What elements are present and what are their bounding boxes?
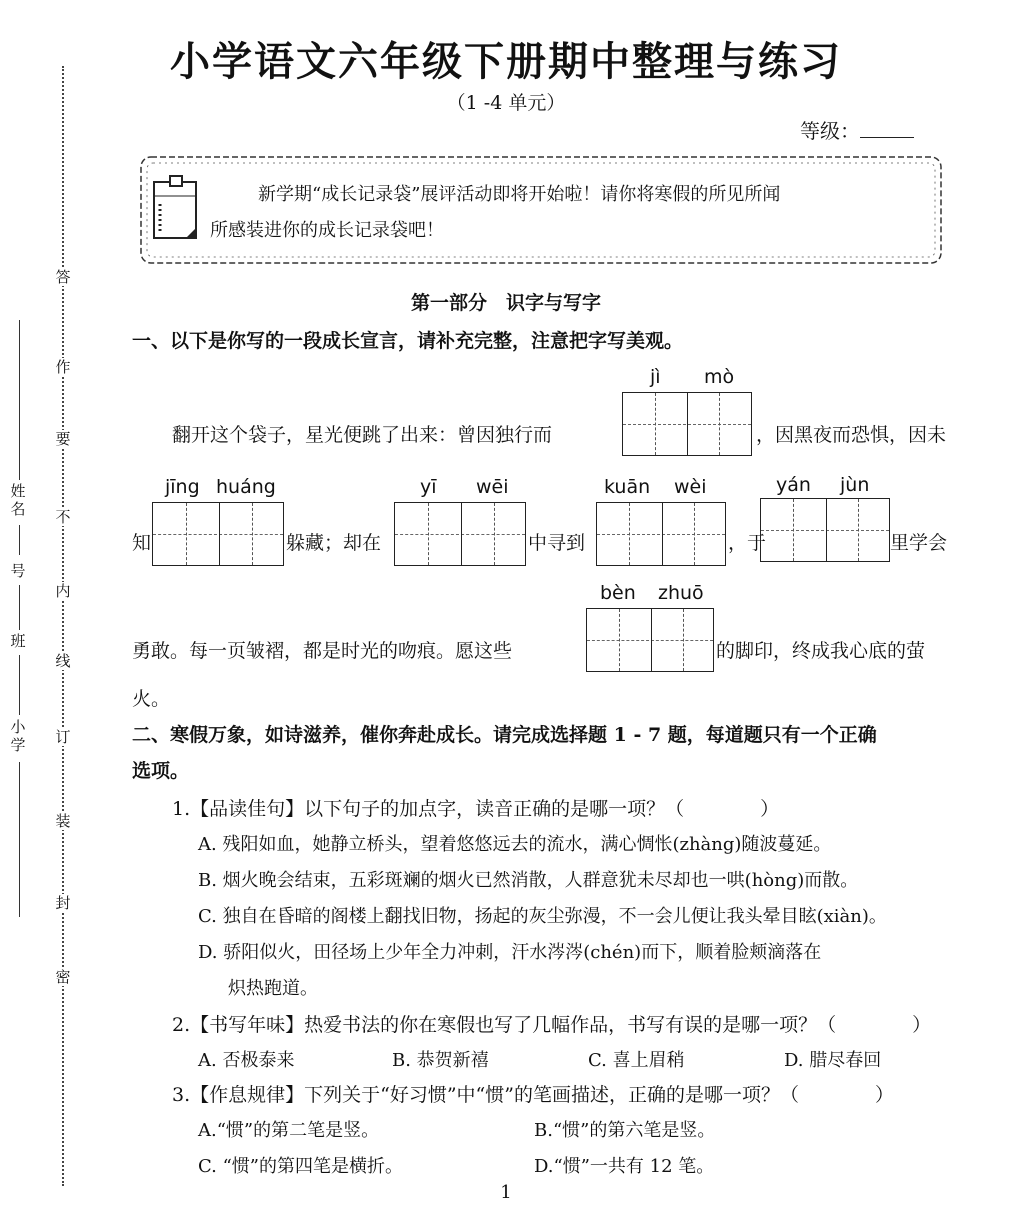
binding-label-number: 号 bbox=[10, 562, 26, 580]
pinyin: wèi bbox=[674, 476, 707, 498]
page-number: 1 bbox=[500, 1182, 512, 1203]
question-2-title: 二、寒假万象，如诗滋养，催你奔赴成长。请完成选择题 1 - 7 题，每道题只有一个正确 bbox=[132, 724, 877, 746]
writing-grid[interactable] bbox=[622, 392, 752, 456]
writing-grid[interactable] bbox=[596, 502, 726, 566]
choice-2-option-c[interactable]: C. 喜上眉稍 bbox=[588, 1050, 685, 1071]
choice-1-option-d[interactable]: D. 骄阳似火，田径场上少年全力冲刺，汗水涔涔(chén)而下，顺着脸颊滴落在 bbox=[198, 942, 822, 963]
binding-char: 封 bbox=[55, 894, 71, 912]
question-1-title: 一、以下是你写的一段成长宣言，请补充完整，注意把字写美观。 bbox=[132, 330, 684, 352]
binding-label-name: 姓名 bbox=[10, 482, 26, 518]
choice-3-option-a[interactable]: A.“惯”的第二笔是竖。 bbox=[198, 1120, 380, 1141]
binding-underline bbox=[19, 762, 20, 917]
pinyin: kuān bbox=[604, 476, 651, 498]
notice-line-2: 所感装进你的成长记录袋吧！ bbox=[210, 220, 444, 241]
pinyin: jùn bbox=[840, 474, 870, 496]
choice-1-stem: 1.【品读佳句】以下句子的加点字，读音正确的是哪一项？（ ） bbox=[172, 798, 780, 820]
binding-char: 作 bbox=[55, 358, 71, 376]
binding-underline bbox=[19, 655, 20, 715]
pinyin: mò bbox=[704, 366, 735, 388]
text-segment: 翻开这个袋子，星光便跳了出来：曾因独行而 bbox=[172, 424, 553, 446]
choice-2-stem: 2.【书写年味】热爱书法的你在寒假也写了几幅作品，书写有误的是哪一项？（ ） bbox=[172, 1014, 932, 1036]
binding-char: 密 bbox=[55, 968, 71, 986]
binding-underline bbox=[19, 525, 20, 555]
page-title: 小学语文六年级下册期中整理与练习 bbox=[170, 39, 842, 85]
choice-3-option-b[interactable]: B.“惯”的第六笔是竖。 bbox=[534, 1120, 716, 1141]
text-segment: ，于 bbox=[728, 532, 767, 554]
text-segment: 中寻到 bbox=[528, 532, 586, 554]
pinyin: jì bbox=[650, 366, 661, 388]
choice-3-stem: 3.【作息规律】下列关于“好习惯”中“惯”的笔画描述，正确的是哪一项？（ ） bbox=[172, 1084, 894, 1106]
text-segment: 勇敢。每一页皱褶，都是时光的吻痕。愿这些 bbox=[132, 640, 513, 662]
binding-dotted-line bbox=[62, 66, 64, 1186]
section-heading: 第一部分 识字与写字 bbox=[410, 292, 601, 314]
choice-3-option-c[interactable]: C. “惯”的第四笔是横折。 bbox=[198, 1156, 403, 1177]
notice-box bbox=[138, 152, 944, 268]
writing-grid[interactable] bbox=[152, 502, 284, 566]
text-segment: 的脚印，终成我心底的萤 bbox=[716, 640, 926, 662]
question-2-title-cont: 选项。 bbox=[132, 760, 190, 782]
binding-char: 内 bbox=[55, 582, 71, 600]
text-segment: ，因黑夜而恐惧，因未 bbox=[756, 424, 947, 446]
text-segment: 里学会 bbox=[890, 532, 948, 554]
binding-char: 要 bbox=[55, 430, 71, 448]
writing-grid[interactable] bbox=[394, 502, 526, 566]
choice-2-option-b[interactable]: B. 恭贺新禧 bbox=[392, 1050, 489, 1071]
grade-field[interactable] bbox=[800, 115, 914, 144]
page-subtitle: （1 -4 单元） bbox=[446, 92, 566, 114]
choice-1-option-b[interactable]: B. 烟火晚会结束，五彩斑斓的烟火已然消散，人群意犹未尽却也一哄(hòng)而散。 bbox=[198, 870, 859, 891]
notepad-icon bbox=[148, 174, 204, 244]
binding-char: 答 bbox=[55, 268, 71, 286]
choice-1-option-a[interactable]: A. 残阳如血，她静立桥头，望着悠悠远去的流水，满心惆怅(zhàng)随波蔓延。 bbox=[198, 834, 832, 855]
binding-underline bbox=[19, 320, 20, 480]
pinyin: yán bbox=[776, 474, 811, 496]
choice-2-option-d[interactable]: D. 腊尽春回 bbox=[784, 1050, 882, 1071]
choice-2-option-a[interactable]: A. 否极泰来 bbox=[198, 1050, 295, 1071]
pinyin: zhuō bbox=[658, 582, 704, 604]
binding-char: 订 bbox=[55, 728, 71, 746]
binding-label-school: 小学 bbox=[10, 718, 26, 754]
grade-blank[interactable] bbox=[860, 121, 914, 138]
text-segment: 躲藏；却在 bbox=[286, 532, 382, 554]
binding-char: 线 bbox=[55, 652, 71, 670]
binding-char: 不 bbox=[55, 508, 71, 526]
notice-line-1: 新学期“成长记录袋”展评活动即将开始啦！请你将寒假的所见所闻 bbox=[258, 184, 781, 205]
pinyin: yī bbox=[420, 476, 437, 498]
choice-1-option-c[interactable]: C. 独自在昏暗的阁楼上翻找旧物，扬起的灰尘弥漫，不一会儿便让我头晕目眩(xiàn)。 bbox=[198, 906, 887, 927]
writing-grid[interactable] bbox=[586, 608, 714, 672]
choice-3-option-d[interactable]: D.“惯”一共有 12 笔。 bbox=[534, 1156, 715, 1177]
pinyin: wēi bbox=[476, 476, 509, 498]
choice-1-option-d-cont: 炽热跑道。 bbox=[228, 978, 318, 999]
writing-grid[interactable] bbox=[760, 498, 890, 562]
pinyin: jīng bbox=[165, 476, 200, 498]
pinyin: bèn bbox=[600, 582, 636, 604]
binding-label-class: 班 bbox=[10, 632, 26, 650]
binding-underline bbox=[19, 585, 20, 630]
text-segment: 火。 bbox=[132, 688, 171, 710]
text-segment: 知 bbox=[132, 532, 152, 554]
pinyin: huáng bbox=[216, 476, 276, 498]
binding-char: 装 bbox=[55, 812, 71, 830]
grade-label: 等级： bbox=[800, 119, 860, 143]
